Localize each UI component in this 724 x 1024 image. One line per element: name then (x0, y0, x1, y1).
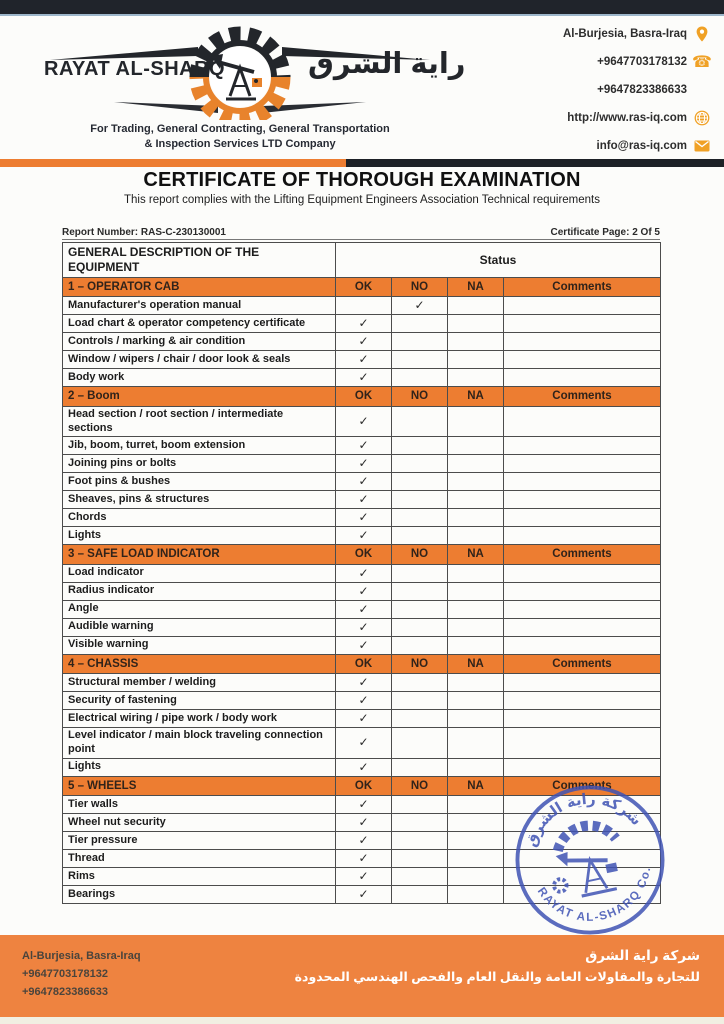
status-column-header: NA (448, 545, 504, 564)
check-cell (448, 333, 504, 351)
contact-website (563, 108, 710, 127)
item-label: Thread (63, 849, 336, 867)
check-cell (392, 867, 448, 885)
item-label: Controls / marking & air condition (63, 333, 336, 351)
check-cell: ✓ (336, 600, 392, 618)
description-header: GENERAL DESCRIPTION OF THE EQUIPMENT (63, 243, 336, 278)
section-title: 2 – Boom (63, 387, 336, 406)
comments-cell (504, 351, 661, 369)
check-cell: ✓ (336, 831, 392, 849)
check-cell (448, 491, 504, 509)
check-cell (392, 728, 448, 759)
section-title: 1 – OPERATOR CAB (63, 278, 336, 297)
check-cell (392, 333, 448, 351)
section-title: 4 – CHASSIS (63, 654, 336, 673)
item-label: Lights (63, 758, 336, 776)
check-cell (392, 618, 448, 636)
check-cell (392, 710, 448, 728)
item-label: Jib, boom, turret, boom extension (63, 437, 336, 455)
check-cell: ✓ (336, 795, 392, 813)
check-cell: ✓ (336, 406, 392, 437)
table-row (63, 710, 661, 728)
table-row (63, 692, 661, 710)
check-cell (448, 582, 504, 600)
footer-company-desc-ar: للتجارة والمقاولات العامة والنقل العام والفحص الهندسي المحدودة (294, 970, 700, 984)
table-row (63, 406, 661, 437)
check-cell (392, 582, 448, 600)
check-cell: ✓ (336, 333, 392, 351)
item-label: Load chart & operator competency certificate (63, 315, 336, 333)
status-column-header: Comments (504, 776, 661, 795)
check-cell (448, 710, 504, 728)
item-label: Wheel nut security (63, 813, 336, 831)
footer-contact-block (22, 947, 141, 1001)
status-column-header: NO (392, 545, 448, 564)
status-column-header: NA (448, 387, 504, 406)
check-cell (448, 674, 504, 692)
footer-bar (0, 935, 724, 1017)
item-label: Angle (63, 600, 336, 618)
item-label: Foot pins & bushes (63, 473, 336, 491)
item-label: Audible warning (63, 618, 336, 636)
contact-phone2-text: +9647823386633 (597, 83, 687, 96)
check-cell: ✓ (336, 674, 392, 692)
check-cell (448, 692, 504, 710)
document-title: CERTIFICATE OF THOROUGH EXAMINATION (143, 169, 581, 191)
check-cell: ✓ (336, 564, 392, 582)
table-row (63, 674, 661, 692)
footer-phone1: +9647703178132 (22, 968, 108, 980)
check-cell: ✓ (336, 867, 392, 885)
check-cell (448, 831, 504, 849)
check-cell: ✓ (336, 351, 392, 369)
globe-icon (694, 110, 710, 126)
status-column-header: Comments (504, 654, 661, 673)
check-cell (392, 455, 448, 473)
check-cell (392, 509, 448, 527)
item-label: Joining pins or bolts (63, 455, 336, 473)
report-number: Report Number: RAS-C-230130001 (62, 227, 226, 238)
check-cell (392, 369, 448, 387)
tagline-line2: & Inspection Services LTD Company (144, 138, 336, 150)
status-column-header: OK (336, 776, 392, 795)
check-cell (448, 351, 504, 369)
check-cell (392, 692, 448, 710)
check-cell (448, 564, 504, 582)
check-cell: ✓ (392, 297, 448, 315)
check-cell: ✓ (336, 710, 392, 728)
status-column-header: OK (336, 387, 392, 406)
check-cell (448, 437, 504, 455)
comments-cell (504, 509, 661, 527)
comments-cell (504, 527, 661, 545)
check-cell (448, 618, 504, 636)
item-label: Manufacturer's operation manual (63, 297, 336, 315)
item-label: Load indicator (63, 564, 336, 582)
item-label: Radius indicator (63, 582, 336, 600)
status-column-header: Comments (504, 545, 661, 564)
comments-cell (504, 455, 661, 473)
status-header: Status (336, 243, 661, 278)
check-cell: ✓ (336, 473, 392, 491)
status-column-header: NA (448, 776, 504, 795)
comments-cell (504, 333, 661, 351)
check-cell (392, 351, 448, 369)
comments-cell (504, 636, 661, 654)
comments-cell (504, 406, 661, 437)
footer-address: Al-Burjesia, Basra-Iraq (22, 950, 141, 962)
check-cell (392, 849, 448, 867)
envelope-icon (694, 138, 710, 154)
check-cell (448, 636, 504, 654)
icon-spacer (694, 82, 710, 98)
check-cell (448, 455, 504, 473)
table-row (63, 728, 661, 759)
table-row (63, 582, 661, 600)
item-label: Structural member / welding (63, 674, 336, 692)
check-cell: ✓ (336, 455, 392, 473)
bottom-light-strip (0, 1017, 724, 1024)
section-header-row (63, 545, 661, 564)
status-column-header: NO (392, 776, 448, 795)
status-column-header: OK (336, 654, 392, 673)
comments-cell (504, 692, 661, 710)
check-cell (392, 527, 448, 545)
contact-phone1-text: +9647703178132 (597, 55, 687, 68)
check-cell: ✓ (336, 437, 392, 455)
comments-cell (504, 710, 661, 728)
check-cell: ✓ (336, 618, 392, 636)
comments-cell (504, 491, 661, 509)
table-row (63, 758, 661, 776)
comments-cell (504, 473, 661, 491)
check-cell (448, 849, 504, 867)
table-row (63, 351, 661, 369)
check-cell (392, 885, 448, 903)
check-cell: ✓ (336, 692, 392, 710)
table-row (63, 491, 661, 509)
tagline-line1: For Trading, General Contracting, General Transportation (90, 123, 390, 135)
check-cell: ✓ (336, 813, 392, 831)
contact-address-text: Al-Burjesia, Basra-Iraq (563, 27, 687, 40)
check-cell (392, 564, 448, 582)
company-name-ar: راية الشرق (308, 48, 466, 80)
comments-cell (504, 674, 661, 692)
contact-email-text: info@ras-iq.com (596, 139, 687, 152)
item-label: Visible warning (63, 636, 336, 654)
comments-cell (504, 437, 661, 455)
check-cell: ✓ (336, 315, 392, 333)
table-row (63, 437, 661, 455)
check-cell (392, 473, 448, 491)
check-cell (448, 315, 504, 333)
check-cell: ✓ (336, 636, 392, 654)
section-header-row (63, 654, 661, 673)
stamp-latin-text: RAYAT AL-SHARQ Co. (534, 865, 654, 924)
divider-dark-segment (346, 159, 724, 167)
contact-website-text: http://www.ras-iq.com (567, 111, 687, 124)
phone-icon: ☎ (692, 51, 712, 71)
comments-cell (504, 315, 661, 333)
check-cell (448, 867, 504, 885)
table-row (63, 473, 661, 491)
check-cell (392, 636, 448, 654)
footer-phone2: +9647823386633 (22, 986, 108, 998)
status-column-header: NA (448, 654, 504, 673)
check-cell: ✓ (336, 849, 392, 867)
item-label: Body work (63, 369, 336, 387)
top-dark-bar (0, 0, 724, 16)
table-row (63, 527, 661, 545)
check-cell (392, 437, 448, 455)
status-column-header: Comments (504, 278, 661, 297)
check-cell (392, 315, 448, 333)
table-row (63, 315, 661, 333)
check-cell: ✓ (336, 491, 392, 509)
check-cell: ✓ (336, 728, 392, 759)
contact-phone1 (563, 52, 710, 71)
check-cell (448, 795, 504, 813)
company-tagline (30, 122, 450, 152)
check-cell (448, 813, 504, 831)
section-header-row (63, 387, 661, 406)
divider-orange-segment (0, 159, 346, 167)
check-cell (392, 795, 448, 813)
check-cell (448, 473, 504, 491)
table-row (63, 509, 661, 527)
document-subtitle: This report complies with the Lifting Equipment Engineers Association Technical requirements (123, 194, 600, 206)
check-cell (448, 728, 504, 759)
check-cell (448, 600, 504, 618)
item-label: Bearings (63, 885, 336, 903)
status-column-header: NA (448, 278, 504, 297)
comments-cell (504, 728, 661, 759)
check-cell: ✓ (336, 758, 392, 776)
table-row (63, 455, 661, 473)
table-row (63, 618, 661, 636)
item-label: Sheaves, pins & structures (63, 491, 336, 509)
item-label: Chords (63, 509, 336, 527)
contact-address (563, 24, 710, 43)
item-label: Window / wipers / chair / door look & seals (63, 351, 336, 369)
contact-email (563, 136, 710, 155)
report-meta (62, 227, 660, 240)
status-column-header: NO (392, 654, 448, 673)
status-column-header: OK (336, 278, 392, 297)
check-cell (448, 758, 504, 776)
item-label: Lights (63, 527, 336, 545)
check-cell: ✓ (336, 885, 392, 903)
section-title: 3 – SAFE LOAD INDICATOR (63, 545, 336, 564)
check-cell (392, 758, 448, 776)
table-row (63, 369, 661, 387)
status-column-header: OK (336, 545, 392, 564)
section-header-row (63, 278, 661, 297)
item-label: Tier pressure (63, 831, 336, 849)
footer-arabic-block (295, 945, 700, 987)
check-cell: ✓ (336, 527, 392, 545)
table-row (63, 333, 661, 351)
check-cell: ✓ (336, 369, 392, 387)
status-column-header: Comments (504, 387, 661, 406)
item-label: Electrical wiring / pipe work / body work (63, 710, 336, 728)
section-title: 5 – WHEELS (63, 776, 336, 795)
check-cell (392, 600, 448, 618)
header-divider (0, 159, 724, 167)
check-cell (392, 491, 448, 509)
item-label: Head section / root section / intermediate sections (63, 406, 336, 437)
check-cell (448, 406, 504, 437)
table-row (63, 297, 661, 315)
comments-cell (504, 600, 661, 618)
check-cell (448, 885, 504, 903)
contact-phone2 (563, 80, 710, 99)
comments-cell (504, 297, 661, 315)
check-cell (392, 406, 448, 437)
company-name-en: RAYAT AL-SHARQ (44, 58, 226, 80)
check-cell (448, 369, 504, 387)
certificate-page-number: Certificate Page: 2 Of 5 (550, 227, 660, 238)
table-header-row (63, 243, 661, 278)
check-cell: ✓ (336, 509, 392, 527)
comments-cell (504, 369, 661, 387)
company-logo (30, 20, 466, 120)
item-label: Level indicator / main block traveling connection point (63, 728, 336, 759)
check-cell: ✓ (336, 582, 392, 600)
stamp-arabic-text: شركة راية الشرق (522, 790, 645, 850)
comments-cell (504, 564, 661, 582)
check-cell (448, 297, 504, 315)
table-row (63, 636, 661, 654)
location-pin-icon (694, 26, 710, 42)
comments-cell (504, 618, 661, 636)
check-cell (336, 297, 392, 315)
table-row (63, 600, 661, 618)
check-cell (392, 813, 448, 831)
header-contact-list (563, 24, 710, 164)
check-cell (392, 831, 448, 849)
status-column-header: NO (392, 278, 448, 297)
item-label: Security of fastening (63, 692, 336, 710)
comments-cell (504, 582, 661, 600)
table-row (63, 564, 661, 582)
company-stamp (497, 767, 682, 952)
item-label: Tier walls (63, 795, 336, 813)
check-cell (448, 527, 504, 545)
item-label: Rims (63, 867, 336, 885)
check-cell (448, 509, 504, 527)
status-column-header: NO (392, 387, 448, 406)
footer-company-name-ar: شركة راية الشرق (585, 948, 700, 963)
check-cell (392, 674, 448, 692)
